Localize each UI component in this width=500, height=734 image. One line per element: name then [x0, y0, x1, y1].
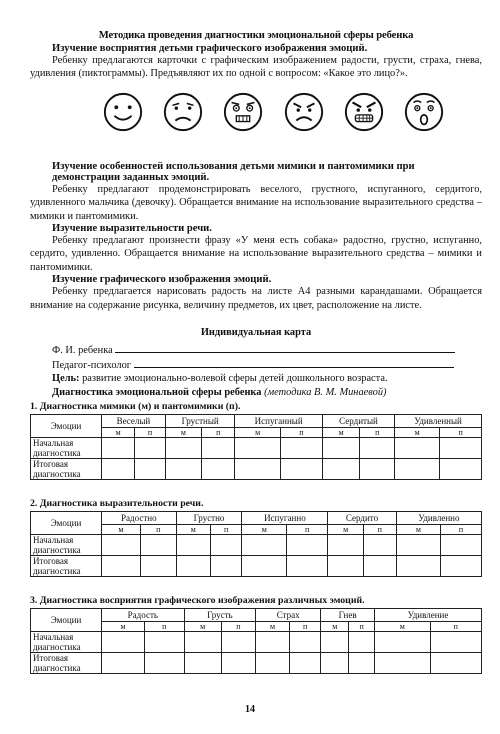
entry-cell[interactable] — [287, 556, 328, 577]
mimicry-subheader: м — [165, 428, 201, 438]
scared-face-icon — [222, 91, 264, 143]
row-label: Начальная диагностика — [31, 438, 102, 459]
mimicry-subheader: м — [395, 428, 440, 438]
pantomime-subheader: п — [210, 525, 242, 535]
entry-cell[interactable] — [280, 438, 322, 459]
entry-cell[interactable] — [290, 653, 321, 674]
diagnostics-table — [30, 608, 482, 674]
smile-face-icon — [102, 91, 144, 143]
corner-cell: Эмоции — [31, 512, 102, 535]
section-text-perception: Ребенку предлагаются карточки с графическим изображением радости, грусти, страха, гнева, удивления (пиктограммы). Предъявляют их по одной с вопросом: «Какое это лицо?». — [30, 55, 482, 80]
entry-cell[interactable] — [221, 653, 255, 674]
column-header: Испуганный — [235, 415, 323, 428]
teacher-field — [30, 357, 482, 372]
table-row — [31, 459, 482, 480]
row-label: Итоговая диагностика — [31, 459, 102, 480]
row-label: Начальная диагностика — [31, 535, 102, 556]
teacher-line — [134, 357, 454, 368]
entry-cell[interactable] — [395, 459, 440, 480]
mimicry-subheader: м — [374, 622, 430, 632]
column-header: Страх — [256, 609, 321, 622]
column-header: Веселый — [102, 415, 166, 428]
column-header: Грустно — [176, 512, 242, 525]
section-text-mimicry: Ребенку предлагают продемонстрировать веселого, грустного, испуганного, сердитого, удивленного мальчика (девочку). Обращается внимание на использование выразительного средства – мимики и пантомимики. — [30, 183, 482, 222]
entry-cell[interactable] — [440, 459, 482, 480]
section-text-speech: Ребенку предлагают произнести фразу «У меня есть собака» радостно, грустно, испуганно, сердито, удивленно. Обращается внимание на использование выразительного средства – мимики и пантомимики. — [30, 235, 482, 273]
section-heading-speech: Изучение выразительности речи. — [52, 223, 212, 235]
goal-text: развитие эмоционально-волевой сферы детей дошкольного возраста. — [79, 373, 388, 385]
entry-cell[interactable] — [102, 535, 141, 556]
table-row — [31, 556, 482, 577]
page-number: 14 — [245, 704, 255, 715]
table-heading: 2. Диагностика выразительности речи. — [30, 498, 204, 510]
row-label: Итоговая диагностика — [31, 653, 102, 674]
pantomime-subheader: п — [140, 525, 176, 535]
column-header: Удивленно — [396, 512, 481, 525]
entry-cell[interactable] — [363, 556, 396, 577]
column-header: Сердито — [328, 512, 396, 525]
entry-cell[interactable] — [210, 535, 242, 556]
document-page — [30, 30, 482, 674]
row-label: Начальная диагностика — [31, 632, 102, 653]
section-text-drawing: Ребенку предлагается нарисовать радость на листе А4 разными карандашами. Обращается внимание на содержание рисунка, величину предметов, их цвет, расположение на листе. — [30, 286, 482, 311]
entry-cell[interactable] — [176, 556, 210, 577]
entry-cell[interactable] — [165, 459, 201, 480]
column-header: Грустный — [165, 415, 235, 428]
row-label: Итоговая диагностика — [31, 556, 102, 577]
mimicry-subheader: м — [102, 622, 145, 632]
entry-cell[interactable] — [135, 438, 166, 459]
pantomime-subheader: п — [221, 622, 255, 632]
entry-cell[interactable] — [102, 556, 141, 577]
entry-cell[interactable] — [321, 653, 349, 674]
section-heading-drawing: Изучение графического изображения эмоций. — [52, 274, 272, 286]
surprised-face-icon — [403, 91, 445, 143]
entry-cell[interactable] — [184, 632, 221, 653]
column-header: Гнев — [321, 609, 375, 622]
diagnostics-table — [30, 414, 482, 480]
mimicry-subheader: м — [328, 525, 364, 535]
corner-cell: Эмоции — [31, 415, 102, 438]
section-heading-perception: Изучение восприятия детьми графического изображения эмоций. — [52, 43, 368, 54]
entry-cell[interactable] — [140, 535, 176, 556]
mimicry-subheader: м — [396, 525, 440, 535]
entry-cell[interactable] — [290, 632, 321, 653]
mimicry-subheader: м — [176, 525, 210, 535]
pantomime-subheader: п — [363, 525, 396, 535]
mimicry-subheader: м — [235, 428, 281, 438]
column-header: Радостно — [102, 512, 177, 525]
pantomime-subheader: п — [360, 428, 395, 438]
pantomime-subheader: п — [144, 622, 184, 632]
entry-cell[interactable] — [221, 632, 255, 653]
mimicry-subheader: м — [184, 622, 221, 632]
pantomime-subheader: п — [349, 622, 375, 632]
diagnostics-title-text: Диагностика эмоциональной сферы ребенка — [52, 387, 262, 399]
entry-cell[interactable] — [328, 535, 364, 556]
entry-cell[interactable] — [322, 459, 360, 480]
entry-cell[interactable] — [165, 438, 201, 459]
diagnostics-method: (методика В. М. Минаевой) — [264, 387, 387, 399]
goal-label: Цель: — [52, 373, 80, 385]
entry-cell[interactable] — [441, 556, 482, 577]
entry-cell[interactable] — [441, 535, 482, 556]
table-row — [31, 653, 482, 674]
teacher-label: Педагог-психолог — [52, 360, 132, 372]
pantomime-subheader: п — [135, 428, 166, 438]
child-name-line — [115, 342, 455, 353]
entry-cell[interactable] — [360, 438, 395, 459]
entry-cell[interactable] — [184, 653, 221, 674]
sad-face-icon — [162, 91, 204, 143]
child-name-field — [30, 342, 482, 357]
entry-cell[interactable] — [363, 535, 396, 556]
entry-cell[interactable] — [374, 632, 430, 653]
entry-cell[interactable] — [135, 459, 166, 480]
mimicry-subheader: м — [102, 525, 141, 535]
entry-cell[interactable] — [202, 459, 235, 480]
entry-cell[interactable] — [102, 438, 135, 459]
mimicry-subheader: м — [322, 428, 360, 438]
entry-cell[interactable] — [140, 556, 176, 577]
entry-cell[interactable] — [328, 556, 364, 577]
pictogram-row — [30, 81, 482, 147]
entry-cell[interactable] — [242, 535, 287, 556]
entry-cell[interactable] — [280, 459, 322, 480]
table-row — [31, 535, 482, 556]
entry-cell[interactable] — [430, 632, 481, 653]
angry-face-icon — [283, 91, 325, 143]
entry-cell[interactable] — [374, 653, 430, 674]
pantomime-subheader: п — [440, 428, 482, 438]
mimicry-subheader: м — [242, 525, 287, 535]
angry-teeth-face-icon — [343, 91, 385, 143]
entry-cell[interactable] — [144, 653, 184, 674]
section-heading-mimicry: Изучение особенностей использования детьми мимики и пантомимики при демонстрации заданных эмоций. — [52, 160, 415, 183]
pantomime-subheader: п — [441, 525, 482, 535]
entry-cell[interactable] — [102, 632, 145, 653]
table-row — [31, 438, 482, 459]
column-header: Удивление — [374, 609, 481, 622]
table-heading: 1. Диагностика мимики (м) и пантомимики (п). — [30, 401, 241, 413]
entry-cell[interactable] — [210, 556, 242, 577]
entry-cell[interactable] — [440, 438, 482, 459]
entry-cell[interactable] — [102, 653, 145, 674]
entry-cell[interactable] — [202, 438, 235, 459]
entry-cell[interactable] — [396, 535, 440, 556]
child-name-label: Ф. И. ребенка — [52, 345, 113, 357]
table-row — [31, 632, 482, 653]
entry-cell[interactable] — [395, 438, 440, 459]
pantomime-subheader: п — [287, 525, 328, 535]
entry-cell[interactable] — [102, 459, 135, 480]
card-title: Индивидуальная карта — [200, 327, 312, 339]
entry-cell[interactable] — [256, 632, 290, 653]
column-header: Испуганно — [242, 512, 328, 525]
entry-cell[interactable] — [321, 632, 349, 653]
entry-cell[interactable] — [322, 438, 360, 459]
entry-cell[interactable] — [256, 653, 290, 674]
column-header: Радость — [102, 609, 185, 622]
entry-cell[interactable] — [287, 535, 328, 556]
entry-cell[interactable] — [235, 438, 281, 459]
mimicry-subheader: м — [256, 622, 290, 632]
pantomime-subheader: п — [202, 428, 235, 438]
column-header: Грусть — [184, 609, 255, 622]
diagnostics-table — [30, 511, 482, 577]
pantomime-subheader: п — [430, 622, 481, 632]
pantomime-subheader: п — [280, 428, 322, 438]
goal-line — [30, 372, 482, 385]
corner-cell: Эмоции — [31, 609, 102, 632]
entry-cell[interactable] — [430, 653, 481, 674]
mimicry-subheader: м — [321, 622, 349, 632]
entry-cell[interactable] — [235, 459, 281, 480]
document-title: Методика проведения диагностики эмоциональной сферы ребенка — [98, 30, 414, 41]
column-header: Сердитый — [322, 415, 394, 428]
table-heading: 3. Диагностика восприятия графического изображения различных эмоций. — [30, 595, 365, 607]
entry-cell[interactable] — [349, 653, 375, 674]
entry-cell[interactable] — [396, 556, 440, 577]
entry-cell[interactable] — [176, 535, 210, 556]
entry-cell[interactable] — [349, 632, 375, 653]
entry-cell[interactable] — [144, 632, 184, 653]
diagnostics-tables — [30, 401, 482, 674]
entry-cell[interactable] — [242, 556, 287, 577]
mimicry-subheader: м — [102, 428, 135, 438]
diagnostics-title — [30, 387, 482, 398]
column-header: Удивленный — [395, 415, 482, 428]
pantomime-subheader: п — [290, 622, 321, 632]
entry-cell[interactable] — [360, 459, 395, 480]
